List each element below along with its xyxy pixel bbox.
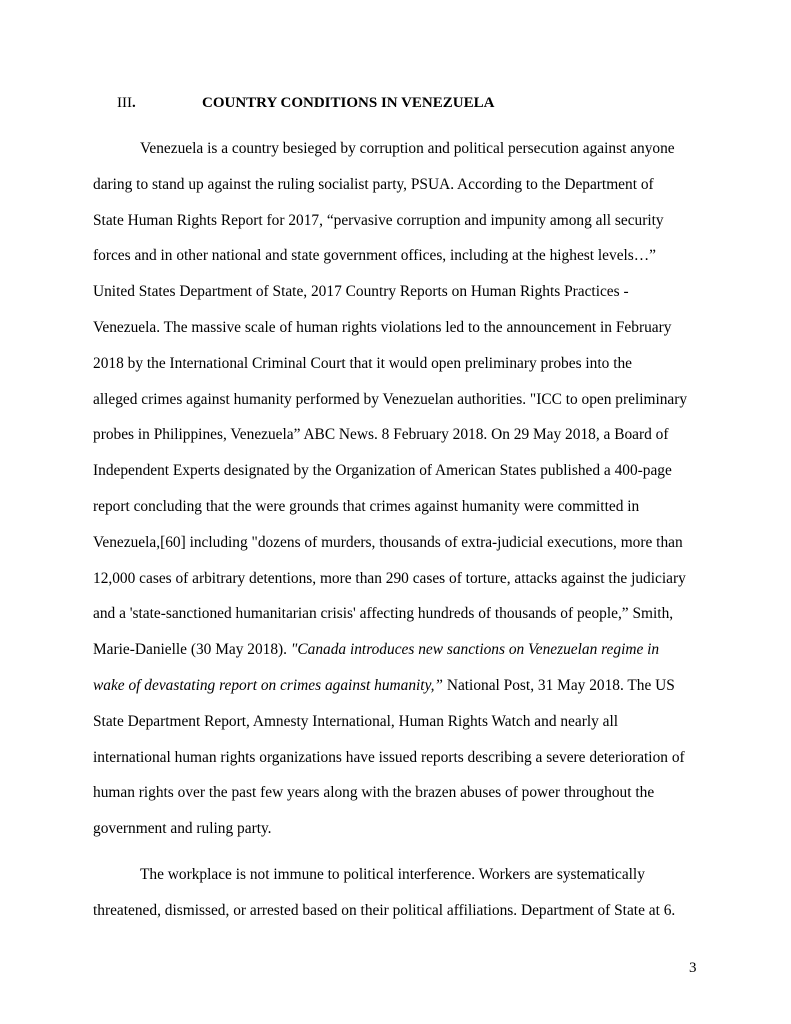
text-line: [93, 175, 654, 195]
text-line: [93, 819, 272, 839]
section-number: III.: [117, 95, 136, 111]
text-run: State Human Rights Report for 2017, “pervasive corruption and impunity among all security: [93, 211, 664, 229]
text-run: international human rights organizations have issued reports describing a severe deterioration of: [93, 748, 685, 766]
text-line: [93, 497, 639, 517]
text-run: probes in Philippines, Venezuela” ABC News. 8 February 2018. On 29 May 2018, a Board of: [93, 426, 669, 444]
text-run: threatened, dismissed, or arrested based on their political affiliations. Department of State at 6.: [93, 901, 676, 919]
text-run: The workplace is not immune to political interference. Workers are systematically: [140, 866, 645, 883]
text-line: [93, 390, 687, 410]
text-line: [93, 246, 656, 266]
text-run: National Post, 31 May 2018. The US: [442, 677, 675, 694]
text-run: forces and in other national and state government offices, including at the highest levels…”: [93, 247, 657, 265]
text-line: [93, 282, 629, 302]
section-title: COUNTRY CONDITIONS IN VENEZUELA: [202, 95, 495, 111]
text-run: alleged crimes against humanity performed by Venezuelan authorities. "ICC to open preliminary: [93, 390, 688, 408]
text-line: [93, 211, 664, 231]
section-heading: [0, 93, 791, 113]
text-line: [93, 901, 675, 921]
text-line: [93, 318, 671, 338]
text-line: [93, 748, 685, 768]
text-run: report concluding that the were grounds that crimes against humanity were committed in: [93, 498, 640, 515]
citation-italic: wake of devastating report on crimes against humanity,”: [93, 677, 443, 694]
text-line: [140, 139, 675, 159]
text-line: [93, 533, 683, 553]
text-run: Marie-Danielle (30 May 2018).: [93, 641, 291, 659]
text-line: [93, 425, 669, 445]
text-line: [140, 865, 645, 885]
text-run: 12,000 cases of arbitrary detentions, more than 290 cases of torture, attacks against the judiciary: [93, 569, 686, 587]
text-run: State Department Report, Amnesty International, Human Rights Watch and nearly all: [93, 712, 619, 730]
text-run: government and ruling party.: [93, 820, 272, 838]
text-line: [93, 712, 618, 732]
citation-italic: "Canada introduces new sanctions on Venezuelan regime in: [290, 641, 660, 659]
text-line: [93, 783, 654, 803]
text-line: [93, 461, 672, 481]
text-run: and a 'state-sanctioned humanitarian crisis' affecting hundreds of thousands of people,” Smith,: [93, 605, 674, 623]
text-run: Independent Experts designated by the Organization of American States published a 400-page: [93, 462, 672, 480]
text-line: [93, 640, 659, 660]
text-run: human rights over the past few years along with the brazen abuses of power throughout the: [93, 784, 655, 802]
text-line: [93, 354, 632, 374]
text-run: Venezuela,[60] including "dozens of murders, thousands of extra-judicial executions, more than: [93, 533, 683, 551]
text-run: daring to stand up against the ruling socialist party, PSUA. According to the Department of: [93, 175, 654, 193]
page-number: 3: [689, 960, 697, 976]
text-line: [93, 569, 686, 589]
text-line: [93, 676, 675, 696]
text-line: [93, 604, 673, 624]
text-run: United States Department of State, 2017 Country Reports on Human Rights Practices -: [93, 283, 629, 301]
text-run: Venezuela is a country besieged by corruption and political persecution against anyone: [140, 140, 675, 157]
text-run: 2018 by the International Criminal Court that it would open preliminary probes into the: [93, 354, 632, 372]
text-run: Venezuela. The massive scale of human rights violations led to the announcement in February: [93, 319, 672, 336]
